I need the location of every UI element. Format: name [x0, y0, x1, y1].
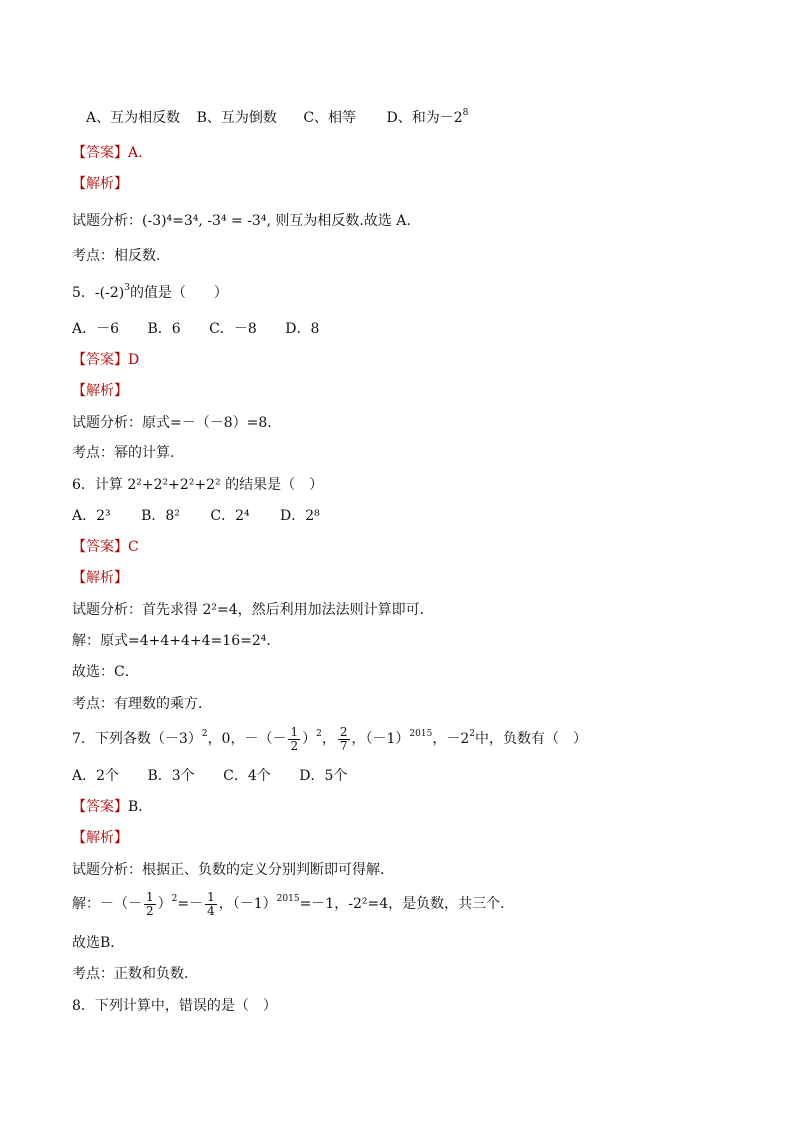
q4-analysis [72, 211, 411, 231]
q7-exponent: 2 [201, 729, 208, 740]
q5-kaodian: 考点：幂的计算. [72, 445, 175, 461]
q4-option-c: C、相等 [303, 110, 357, 126]
q7-answer [72, 797, 152, 817]
q7-exponent: 2 [469, 729, 475, 740]
q7-question-part: ） [302, 731, 317, 747]
q5-option-c: C．－8 [209, 321, 257, 337]
q4-answer [72, 143, 143, 163]
q5-answer [72, 350, 139, 370]
q7-question-part: ，（－1） [351, 731, 410, 747]
answer-label: 【答案】 [72, 145, 128, 161]
q7-option-c: C．4个 [223, 768, 271, 784]
q6-question: 6．计算 2²+2²+2²+2² 的结果是（ ） [72, 477, 324, 493]
q7-solution [72, 889, 514, 919]
q4-option-b: B、互为倒数 [196, 110, 277, 126]
q7-exponent: 2015 [276, 894, 300, 905]
q5-option-a: A．－6 [72, 321, 120, 337]
q7-exponent: 2015 [409, 729, 433, 740]
q7-solution-part: ，（－1） [218, 896, 277, 912]
q7-solution-part: =－1，-2²=4，是负数，共三个． [299, 896, 515, 912]
q5-question-suffix: 的值是（ ） [129, 285, 228, 301]
q6-kaodian: 考点：有理数的乘方． [72, 696, 212, 712]
q7-kaodian: 考点：正数和负数． [72, 966, 198, 982]
q7-analysis: 试题分析：根据正、负数的定义分别判断即可得解． [72, 862, 394, 878]
analysis-label: 【解析】 [72, 383, 128, 399]
q7-question-part: 中，负数有（ ） [474, 731, 587, 747]
q5-options [72, 319, 319, 339]
q6-choice: 故选：C． [72, 664, 139, 680]
q7-question: 7．下列各数$(-3)^2$，0，－（－ $\frac{1}{2}$ ）$^2$， $\frac{2}{7}$ ，$(-1)^{2015}$，$-2^2$中，负数有（ ） [72, 724, 587, 753]
answer-label: 【答案】 [72, 799, 128, 815]
q7-solution-fraction-quarter [205, 891, 217, 918]
answer-label: 【答案】 [72, 352, 128, 368]
analysis-text: , 则互为相反数.故选 A. [266, 213, 411, 229]
answer-value: A. [128, 145, 143, 161]
q5-option-d: D．8 [285, 321, 320, 337]
analysis-label: 【解析】 [72, 830, 128, 846]
q7-option-d: D．5个 [299, 768, 348, 784]
q5-question [72, 283, 228, 303]
q8-question: 8．下列计算中，错误的是（ ） [72, 998, 277, 1014]
analysis-math: (-3)⁴=3⁴, -3⁴ = -3⁴ [142, 213, 267, 229]
q5-option-b: B．6 [147, 321, 181, 337]
q7-exponent: 2 [316, 729, 322, 740]
q7-choice: 故选B． [72, 935, 125, 951]
q5-question-exponent: 3 [124, 283, 130, 294]
q7-question-part: 7．下列各数（－3） [72, 731, 202, 747]
q7-solution-part: ） [157, 896, 172, 912]
q4-options [86, 108, 468, 128]
q7-exponent: 2 [171, 894, 178, 905]
q7-fraction-two-sevenths [338, 726, 350, 753]
q7-solution-fraction-half [144, 891, 156, 918]
q7-fraction-half [288, 726, 300, 753]
q7-solution-part: 解：－（－ [72, 896, 142, 912]
q6-option-c: C．2⁴ [210, 508, 250, 524]
q6-option-d: D．2⁸ [280, 508, 320, 524]
q6-option-a: A．2³ [72, 508, 111, 524]
fraction-denominator: 7 [339, 738, 348, 753]
analysis-label: 【解析】 [72, 176, 128, 192]
q5-question-prefix: 5．-(-2) [72, 285, 125, 301]
answer-value: B． [128, 799, 153, 815]
fraction-denominator: 2 [290, 738, 299, 753]
q6-answer [72, 537, 139, 557]
q7-solution-part: =－ [177, 896, 204, 912]
q6-option-b: B．8² [141, 508, 180, 524]
answer-value: D [128, 352, 140, 368]
answer-label: 【答案】 [72, 539, 128, 555]
q7-option-b: B．3个 [147, 768, 195, 784]
q6-analysis: 试题分析：首先求得 2²=4，然后利用加法法则计算即可． [72, 602, 434, 618]
q7-option-a: A．2个 [72, 768, 120, 784]
q6-solution: 解：原式=4+4+4+4=16=2⁴． [72, 633, 281, 649]
q7-question-part: ，－2 [432, 731, 470, 747]
q7-options [72, 766, 347, 786]
fraction-numerator: 2 [339, 724, 348, 739]
fraction-denominator: 2 [146, 903, 154, 918]
q7-question-part: ，0，－（－ [207, 731, 287, 747]
fraction-numerator: 1 [290, 724, 299, 739]
analysis-label: 【解析】 [72, 570, 128, 586]
q6-options [72, 506, 320, 526]
fraction-numerator: 1 [207, 889, 215, 904]
q4-option-a: A、互为相反数 [86, 110, 181, 126]
answer-value: C [128, 539, 139, 555]
q4-option-d: D、和为－2 [386, 110, 463, 126]
fraction-denominator: 4 [207, 903, 215, 918]
q5-analysis: 试题分析：原式=－（－8）=8. [72, 415, 272, 431]
fraction-numerator: 1 [146, 889, 154, 904]
q4-option-d-exponent: 8 [462, 108, 469, 119]
analysis-prefix: 试题分析： [72, 213, 142, 229]
q4-kaodian: 考点：相反数. [72, 248, 161, 264]
